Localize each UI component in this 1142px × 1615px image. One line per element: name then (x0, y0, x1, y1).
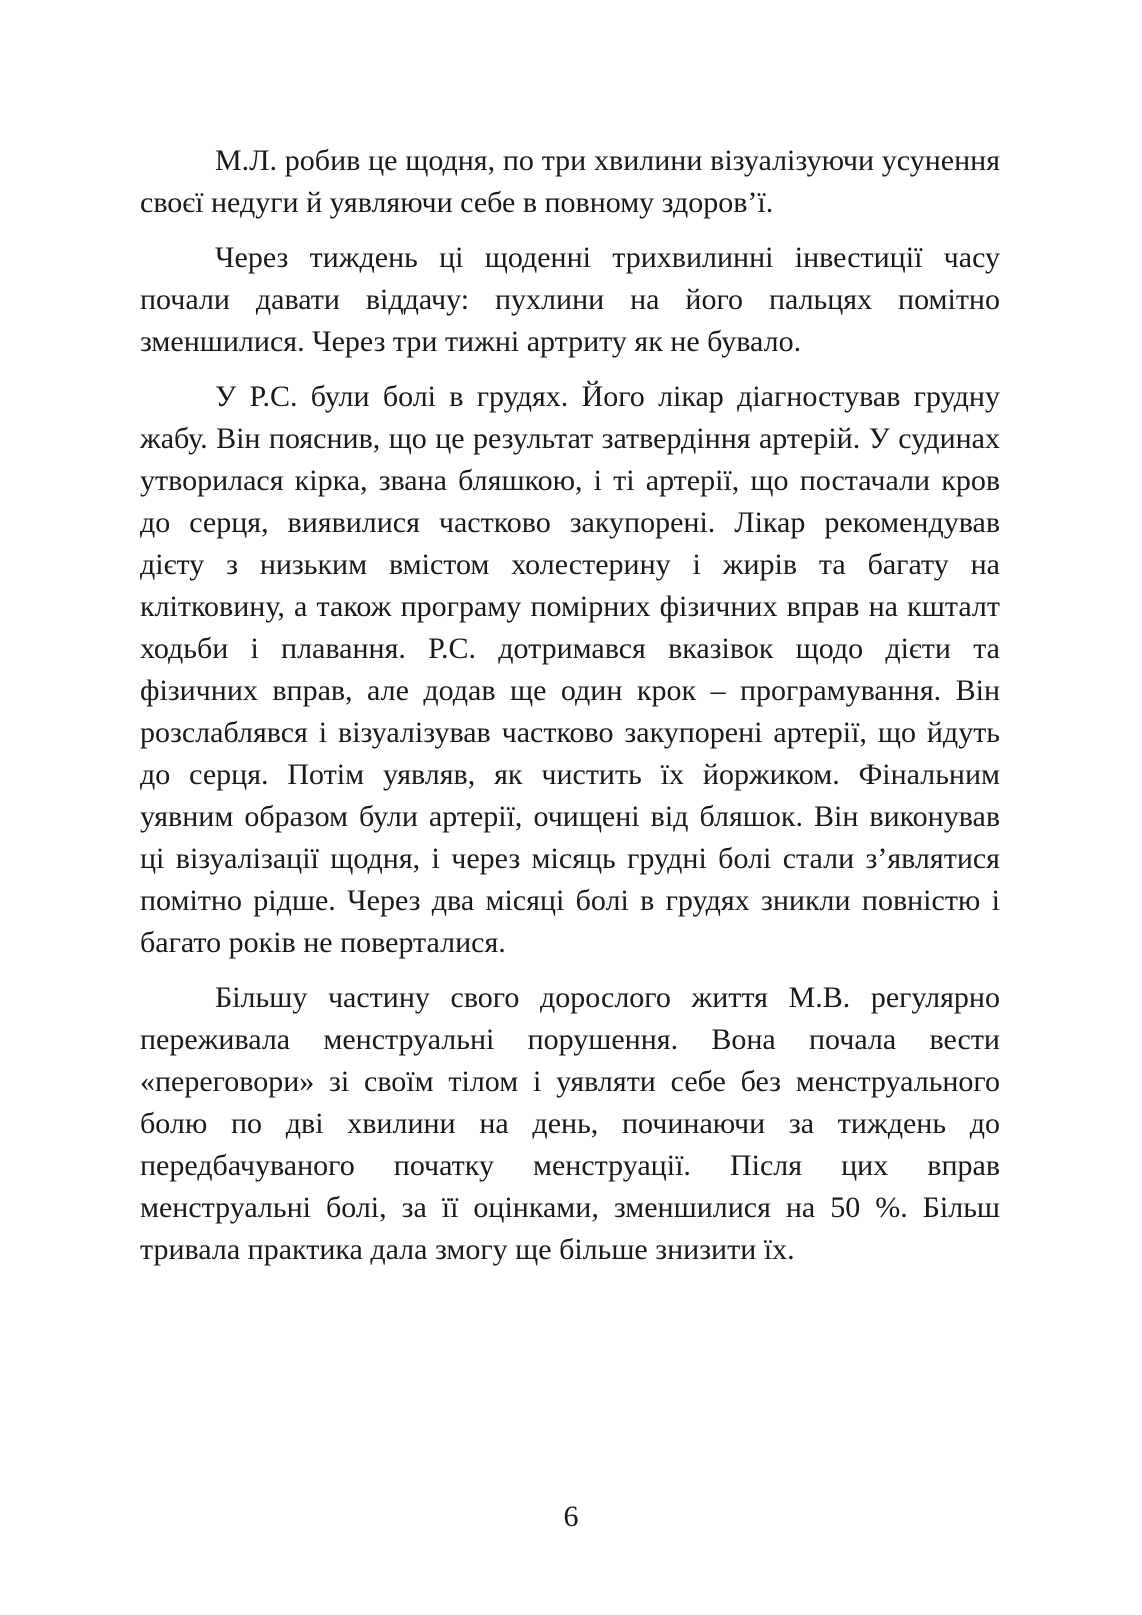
paragraph-4: Більшу частину свого дорослого життя М.В. регулярно переживала менструальні порушення. Вона почала вести «переговори» зі своїм тілом і уявляти себе без менструального болю по дві хвилини на день, починаючи за тиждень до передбачуваного початку менструації. Після цих вправ менструальні болі, за її оцінками, зменшилися на 50 %. Більш тривала практика дала змогу ще більше знизити їх. (140, 981, 1000, 1266)
paragraph-1: М.Л. робив це щодня, по три хвилини візуалізуючи усунення своєї недуги й уявляючи себе в повному здоров’ї. (140, 144, 1000, 219)
paragraph-2: Через тиждень ці щоденні трихвилинні інвестиції часу почали давати віддачу: пухлини на його пальцях помітно зменшилися. Через три тижні артриту як не бувало. (140, 241, 1000, 358)
body-text (140, 140, 1000, 1284)
paragraph-3: У Р.С. були болі в грудях. Його лікар діагностував грудну жабу. Він пояснив, що це результат затвердіння артерій. У судинах утворилася кірка, звана бляшкою, і ті артерії, що постачали кров до серця, виявилися частково закупорені. Лікар рекомендував дієту з низьким вмістом холестерину і жирів та багату на клітковину, а також програму помірних фізичних вправ на кшталт ходьби і плавання. Р.С. дотримався вказівок щодо дієти та фізичних вправ, але додав ще один крок – програмування. Він розслаблявся і візуалізував частково закупорені артерії, що йдуть до серця. Потім уявляв, як чистить їх йоржиком. Фінальним уявним образом були артерії, очищені від бляшок. Він виконував ці візуалізації щодня, і через місяць грудні болі стали з’являтися помітно рідше. Через два місяці болі в грудях зникли повністю і багато років не поверталися. (140, 380, 1000, 959)
page-number: 6 (563, 1500, 579, 1533)
